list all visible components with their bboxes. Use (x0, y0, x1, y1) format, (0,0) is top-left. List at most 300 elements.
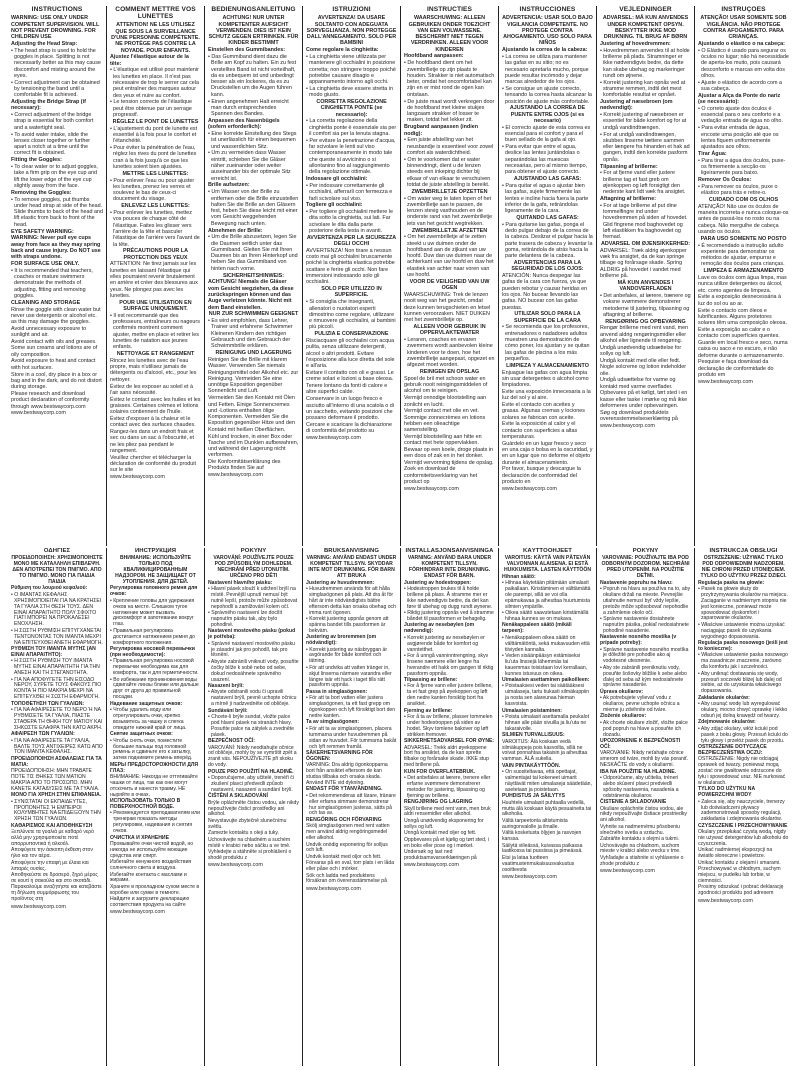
section-heading: CORRETTA REGOLAZIONE CINGHIETTA PONTE (se necessario): (316, 99, 387, 118)
section-heading: Снятие защитных очков: (110, 731, 173, 738)
paragraph: • Oikea säätö saavutetaan kiristämällä hihnaa kunnes se on mukava. (502, 610, 589, 622)
section-heading: Nasazení brýlí: (208, 682, 244, 689)
paragraph: • Es wird empfohlen, dass Lehrer, Trainer und erfahrene Schwimmer Kleineren Kindern den richtigen Gebrauch und den Gebrauch der Schwimmbrille erklären. (208, 318, 293, 350)
paragraph: Vältä tarpeetonta altistumista auringonvalolle ja ilmalle. (502, 817, 568, 830)
top-row (8, 6, 794, 546)
paragraph: • ΓΙΑ ΝΑ ΑΦΑΙΡΕΣΕΤΕ ΤΟ ΝΕΡΟ Ή ΝΑ ΡΥΘΜΙΣΕΤΕ ΤΑ ΓΥΑΛΙΑ, ΠΙΑΣΤΕ ΣΤΑΘΕΡΑ ΤΗ ΘΗΚΗ ΤΟΥ ΜΑΤΙΟΥ ΚΑΙ ΣΗΚΩΣΤΕ ΕΛΑΦΡΑ ΤΗΝ ΚΑΤΩ ΑΚΡΗ. (11, 707, 103, 731)
column-heading: ISTRUZIONI (332, 6, 371, 13)
paragraph: • On suositeltavaa, että opettajat, valmentajat tai kokeneet uimarit näyttävät miten uimalaseja säädetään, asetetaan ja poistetaan. (502, 769, 592, 793)
section-heading: LIMPIEZA Y ALMACENAMIENTO (506, 362, 589, 369)
paragraph: • Pour éviter la pénétration de l'eau, réglez les rives du pont de lunettes cran à la fois jusqu'à ce que les lunettes soient bien ajustées. (110, 145, 197, 170)
section-heading: RENGÖRING OCH FÖRVARING (306, 816, 382, 823)
paragraph: Por favor, busque y descargue la declaración de conformidad del producto en (502, 466, 581, 486)
paragraph: • Um die Brille abzusetzen, legen Sie die Daumen seitlich unter das Gummiband. Gleiten Sie mit Ihren Daumen bis an Ihren Hinterkopf und heben Sie das Gummiband von hinten nach vorne. (208, 234, 298, 272)
column-heading: VEJLEDNINGER (619, 6, 672, 13)
website-link: www.bestwaycorp.com (404, 862, 459, 869)
section-heading: Регулировка головного ремня для очков: (110, 585, 198, 598)
paragraph: • Správne nastavenie dosiahnete napnutím pásika, pokiaľ nedosiahnete pohodlné nasadenie. (600, 615, 689, 634)
section-heading: FOR SURFACE USE ONLY. (11, 260, 80, 267)
section-heading: Nastavenie popruhu na hlavu: (600, 579, 673, 586)
section-heading: POUZE PRO POUŽITÍ NA HLADINĚ. (208, 768, 294, 775)
instructions-column-en (8, 6, 106, 546)
section-heading: Justering av nesebøylen (om nødvendig): (404, 622, 475, 635)
paragraph: • Ο ΙΜΑΝΤΑΣ ΚΕΦΑΛΗΣ ΧΡΗΣΙΜΟΠΟΙΕΙΤΑΙ ΓΙΑ ΝΑ ΚΡΑΤΗΣΕΙ ΤΑ ΓΥΑΛΙΑ ΣΤΗ ΘΕΣΗ ΤΟΥΣ. ΔΕΝ ΕΙΝΑΙ ΑΠΑΡΑΙΤΗΤΟ ΠΟΛΥ ΣΦΙΧΤΟ ΓΙΑΤΙ ΜΠΟΡΕΙ ΝΑ ΠΡΟΚΑΛΕΣΕΙ ΕΝΟΧΛΗΣΗ. (11, 591, 102, 628)
paragraph: • For at tage brillerne af put dine tommelfingre ind under hovedremmen på siden af hovedet. Glid fingrene mod baghovedet og løft elastikken fra baghovedet og fremad. (600, 202, 688, 241)
paragraph: • The head strap is used to hold the goggles in place. Splitting is not necessarily better as this may cause discomfort and misting around the eyes. (11, 47, 101, 79)
section-heading: OSTRZEŻENIE DOTYCZĄCE BEZPIECZEŃSTWA OCZU: (698, 744, 767, 756)
instructions-column-ru (106, 548, 204, 1066)
paragraph: Undgå udsættelse for varme og kontakt med varme overflader. (600, 377, 676, 390)
paragraph: ΠΡΟΕΙΔΟΠΟΙΗΣΗ: ΜΗΝ ΤΡΑΒΑΤΕ ΠΟΤΕ ΤΙΣ ΘΗΚΕΣ ΤΩΝ ΜΑΤΙΩΝ ΜΑΚΡΙΑ ΑΠΟ ΤΟ ΠΡΟΣΩΠΟ. ΜΗΝ ΚΑΝΕΤΕ ΚΑΤΑΔΥΣΕΙΣ ΜΕ ΤΑ ΓΥΑΛΙΑ. (11, 768, 100, 792)
paragraph: Uchovávajte na chladnom, suchom mieste v krabici alebo vrecku v tme. (600, 842, 681, 855)
paragraph: • La corretta regolazione della cinghietta ponte è essenziale sia per il comfort sia per la tenuta stagna. (306, 118, 397, 138)
paragraph: • La correa se utiliza para mantener las gafas en su sitio; no es necesario apretarla mucho, porque puede resultar incómodo y dejar marcas alrededor de los ojos. (502, 53, 589, 86)
paragraph: • Das Gummiband dient dazu die Brille am Kopf zu halten. Ein zu fest verstelltes Band ist nicht vorteilhaft, da es unbequem ist und unbedingt besser als ein lockeres, da es zu Druckstellen um die Augen führen kann. (208, 53, 297, 98)
paragraph: Избегайте ненужного воздействия солнечного света и воздуха. (110, 859, 192, 872)
paragraph: • Aby zdjąć okulary, włóż kciuki pod pasek z boku głowy. Przesuń kciuki do tyłu głowy i przełóż pasek do przodu. (698, 725, 788, 744)
section-heading: ADVARSEL: MÅ KUN ANVENDES UNDER KOMPETENT OPSYN. BESKYTTER IKKE MOD DRUKNING. TIL BRUG AF BØRN (602, 15, 689, 41)
paragraph: Αποφύγετε την άσκοπη έκθεση στον ήλιο και τον αέρα. (11, 847, 93, 860)
section-heading: AJUSTANDO LA CORREA DE PUENTE ENTRE OJOS (si es necesario) (509, 105, 586, 124)
section-heading: ZWEMBRILLETJE OPZETTEN (411, 188, 488, 195)
paragraph: Vermeiden Sie den Kontakt mit Ölen und Fetten. Einige Sonnencremes und -Lotions enthalten ölige Komponenten. Vermeiden Sie die Exposition gegenüber Hitze und den Kontakt mit heißen Oberflächen. (208, 395, 295, 433)
paragraph: Rinse the goggle with clean water but never use detergents or alcohol etc. as this may damage the goggles. (11, 306, 101, 326)
section-heading: ZWEMBRILLETJE AFZETTEN (411, 227, 488, 234)
website-link: www.bestwaycorp.com (502, 874, 557, 881)
paragraph: Vyhnite sa nadmernému pôsobeniu slnečného svetla a vzduchu. (600, 823, 680, 836)
paragraph: • It is recommended that teachers, coaches or mature swimmers demonstrate the methods of adjusting, fitting and removing goggles. (11, 267, 93, 299)
instructions-column-no (400, 548, 498, 1066)
paragraph: • Чтобы удалить воду или отрегулировать очки, крепко возьмитесь за чашку и слегка отведите нижний край от лица. (110, 707, 187, 731)
paragraph: • Correct adjustment can be obtained by tensioning the band until a comfortable fit is achieved. (11, 79, 100, 99)
section-heading: AJUSTANDO LAS GAFAS: (513, 176, 582, 183)
paragraph: Храните в прохладном сухом месте в коробке или сумке в темноте. (110, 883, 200, 896)
section-heading: MÅ KUN ANVENDES I VANDOVERFLADEN (617, 279, 674, 293)
section-heading: SICHERHEITSHINWEIS: (222, 272, 285, 279)
paragraph: Vyhledejte a stáhněte si prohlášení o shodě produktu z (208, 848, 292, 861)
paragraph: • Si consiglia che insegnanti, allenatori o nuotatori esperti dimostrino come regolare, utilizzare e rimuovere gli occhialini, ai bambini più piccoli. (306, 299, 396, 331)
paragraph: • Om te voorkomen dat er water binnendringt, dient u de lenzen steeds een inkeping dichter bij elkaar of van elkaar te verschuiven totdat de juiste afstelling is bereikt. (404, 156, 491, 188)
paragraph: • Um Wasser von der Brille zu entfernen oder die Brille einzustellen halten Sie die Brille an den Gläsern fest, heben Sie diese leicht mit einer vom Gesicht weggehenden Bewegung nach unten. (208, 189, 299, 227)
section-heading: TYLKO DO UŻYTKU NA POWIERZCHNI WODY (698, 786, 755, 799)
paragraph: • Per togliere gli occhialini mettere le dita sotto la cinghietta, sui lati. Far scivolare le dita dalla parte posteriore della testa in avanti. (306, 209, 393, 234)
paragraph: • Per indossare correttamente gli occhialini, afferrarli con fermezza e farli scivolare sul viso. (306, 182, 393, 202)
column-heading: ΟΔΗΓΙΕΣ (43, 548, 71, 554)
paragraph: • Leraren, coaches en ervaren zwemmers wordt aanbevolen kleine kinderen voor te doen, hoe het zwembrilletje aangepast, opgezet en afgezet moet worden. (404, 337, 495, 369)
paragraph: • Korrekt justering kan opnås ved at stramme remmen, indtil det mest komfortable resultat er opnået. (600, 79, 686, 99)
paragraph: VARNING: Dra aldrig ögonkopparna bort från ansiktet eftersom de kan studsa tillbaka och orsaka skada. Använd INTE vid dykning. (306, 762, 388, 786)
paragraph: • Se consigue un ajuste correcto, tensando la correa hasta alcanzar la posición de ajuste más confortable. (502, 85, 592, 105)
paragraph: • Во избежание проникновения воды сдвигайте линзы ближе или дальше друг от друга до правильной посадки. (110, 676, 199, 701)
paragraph: Zamezte kontaktu s oleji a tuky. (208, 830, 279, 837)
paragraph: • Para remover os óculos, puxe o elástico para trás e retire-o. (698, 183, 778, 197)
paragraph: • Poista uimalasit asettamalla peukalot hihnan alle pään sivuilla ja liu'uta ne takaraivolle. (502, 713, 590, 732)
paragraph: Store in a cool, dry place in a box or bag and in the dark, and do not distort during storage. (11, 371, 102, 391)
paragraph: Säilytä viileässä, kuivassa paikassa laatikossa tai pussissa ja pimeässä. (502, 842, 583, 855)
section-heading: UPOZORNENIE K BEZPEČNOSTI OČÍ: (600, 738, 681, 750)
section-heading: Brugband aanpassen (indien nodig): (404, 124, 478, 137)
section-heading: ΠΡΟΕΙΔΟΠΟΙΗΣΗ: ΧΡΗΣΙΜΟΠΟΙΗΣΤΕ ΜΟΝΟ ΜΕ ΚΑΤΑΛΛΗΛΗ ΕΠΙΒΛΕΨΗ. ΔΕΝ ΑΠΟΤΡΕΠΕΙ ΤΟΝ ΠΝΙΓΜΟ. ΑΠΟ ΤΟ ΠΝΙΓΜΟ. ΜΟΝΟ ΓΙΑ ΠΑΙΔΙΑ ΠΑΙΔΙΑ (11, 555, 103, 586)
section-heading: Aftagning af brillerne: (600, 196, 657, 203)
paragraph: • For å fjerne vann eller justere brillene, ta et fast grep på øyekoppen og løft den nedre kanten forsiktig bort fra ansiktet. (404, 683, 493, 708)
section-heading: ENDAST FÖR YTANVÄNDNING. (306, 786, 383, 793)
column-heading: BRUKSANVISNING (323, 548, 380, 554)
column-heading: ИНСТРУКЦИЯ (134, 548, 177, 554)
section-heading: Uimalasien poistaminen: (502, 707, 563, 714)
paragraph: • Para tirar a água dos óculos, puxe-os firmemente a secção-os ligeiramente para baixo. (698, 157, 786, 177)
paragraph: • Een juiste afstelling van het neusbandje is essentieel voor zowel comfort als waterdichtheid. (404, 137, 494, 156)
paragraph: VAROVANIE: Nikdy neťahajte očnice smerom od tváre, mohli by vás poraniť. NESKÁČTE do vody s okuliarmi. (600, 750, 689, 769)
paragraph: ADVARSEL: Trekk aldri øyekoppene bort fra ansiktet, da de kan sprette tilbake og forårsake skade. IKKE stup med brillene på. (404, 744, 489, 769)
paragraph: • Abyste zabránili vniknutí vody, posuňte čočky blíže k sobě nebo od sebe, dokud nedosáhnete správného usazení. (208, 658, 299, 683)
instructions-column-es (498, 6, 596, 546)
column-heading: POKYNY (632, 548, 659, 554)
paragraph: Evite a exposição desnecessária à luz do sol ou ao ar. (698, 294, 782, 307)
section-heading: SIKKERHETSADVARSEL FOR ØYNE: (404, 738, 495, 745)
paragraph: Kühl und trocken, in einer Box oder Tasche und im Dunklen aufbewahren, und während der Lagerung nicht verformen. (208, 433, 299, 459)
paragraph: Avoid exposure to heat and contact with hot surfaces. (11, 358, 96, 371)
website-link: www.bestwaycorp.com (208, 472, 263, 479)
instructions-column-el (8, 548, 106, 1066)
paragraph: Промывайте очки чистой водой, но никогда не используйте моющие средства или спирт. (110, 841, 194, 859)
section-heading: Regulacja paska nosowego (jeśli jest to konieczne): (698, 640, 788, 652)
paragraph: • ΓΙΑ ΝΑ ΑΠΟΦΥΓΕΤΕ ΤΗΝ ΕΙΣΟΔΟ ΝΕΡΟΥ, ΣΥΡΕΤΕ ΤΟΥΣ ΦΑΚΟΥΣ ΠΙΟ ΚΟΝΤΑ Ή ΠΙΟ ΜΑΚΡΙΑ ΜΕΧΡΙ ΝΑ ΕΠΙΤΕΥΧΘΕΙ Η ΣΩΣΤΗ ΕΦΑΡΜΟΓΗ. (11, 676, 102, 701)
section-heading: ОЧИСТКА И ХРАНЕНИЕ (110, 834, 169, 841)
paragraph: • Um zu vermeiden dass Wasser eintritt, schieben Sie die Gläser näher zueinander oder weiter auseinander bis der optimale Sitz erreicht ist. (208, 150, 291, 182)
section-heading: ΤΟΠΟΘΕΤΗΣΗ ΤΩΝ ΓΥΑΛΙΩΝ: (11, 700, 85, 707)
paragraph: Vyhľadajte a stiahnite si vyhlásenie o zhode produktu z (600, 854, 684, 867)
instructions-column-hu (596, 548, 694, 1066)
paragraph: • To avoid water intake, slide the lenses closer together or further apart a notch at a time until the correct fit is obtained. (11, 131, 91, 157)
paragraph: Pesquise e faça download da declaração de conformidade do produto em (698, 359, 774, 379)
section-heading: OSTRZEŻENIE: UŻYWAĆ TYLKO POD ODPOWIEDNIM NADZOREM. NIE CHRONI PRZED UTONIĘCIEM. TYLKO DO UŻYTKU PRZEZ DZIECI. (700, 555, 787, 580)
paragraph: Conservare in un luogo fresco e asciutto all'interno di una scatola o di un sacchetto, evitando posizioni che possano deformare il prodotto. (306, 396, 394, 422)
paragraph: Oppbevares på et kjølig og tørt sted, i en boks eller pose og i mørket. (404, 836, 489, 849)
section-heading: Ajustando la correa de la cabeza: (502, 47, 588, 54)
section-heading: Come regolare la cinghietta: (306, 47, 379, 54)
paragraph: WAARSCHUWING: Trek de lenzen nooit weg van het gezicht, omdat deze kunnen terugschieten en letsel kunnen veroorzaken. NIET DUIKEN met het zwembrilletje op. (404, 291, 491, 324)
paragraph: Vermijd onnodige blootstelling aan zonlicht en lucht. (404, 395, 487, 408)
paragraph: Vermijd blootstelling aan hitte en contact met hete oppervlakken. (404, 434, 482, 447)
website-link: www.bestwaycorp.com (502, 485, 557, 492)
section-heading: ČISTENIE A SKLADOVANIE (600, 799, 667, 806)
bottom-row (8, 548, 794, 1066)
paragraph: • For at fjerne vand eller justere brillerne tag et fast greb om øjenkoppen og løft forsigtigt den nederste kant lidt væk fra ansigtet. (600, 170, 686, 196)
section-heading: NETTOYAGE ET RANGEMENT (116, 351, 195, 358)
paragraph: • L'élastique est utilisé pour maintenir les lunettes en place. Il n'est pas nécessaire de trop le serrer car cela peut entraîner des marques autour des yeux et nuire au confort. (110, 67, 199, 99)
paragraph: • Para quitar el agua o ajustar bien las gafas, sujete firmemente las lentes e incline hacia fuera la parte inferior de la gafa, retirándolas ligeramente de la cara. (502, 182, 589, 215)
paragraph: Избегайте контакта с маслами и жирами. (110, 871, 187, 884)
section-heading: Nenäkappaleen säätö (mikäli tarpeen): (502, 622, 572, 635)
section-heading: VARNING: ANVÄND ENDAST UNDER KOMPETENT TILLSYN. SKYDDAR INTE MOT DRUNKNING. FÖR BARN ATT BRUKA (306, 555, 397, 580)
instructions-column-fi (498, 548, 596, 1066)
section-heading: Ajustando o elástico o na cabeça: (698, 40, 785, 47)
paragraph: OSTRZEŻENIE: Nigdy nie odciągaj oprawek od twarzy, ponieważ mogą zostać one gwałtownie odrzucone do tyłu i spowodować uraz. NIE nurkować w okularach. (698, 756, 786, 786)
paragraph: • Eine korrekte Einstellung des Stegs ist unerlässlich für einen bequemen und wasserdichten Sitz. (208, 131, 297, 150)
paragraph: • Nenäkappaleen oikea säätö on välttämätöntä, sekä mukavuuden että tiiviyden kannalta. (502, 634, 590, 653)
section-heading: REINIGUNG UND LAGERUNG (215, 350, 292, 357)
column-heading: POKYNY (240, 548, 267, 554)
section-heading: BEZPEČNOST OČÍ: (208, 738, 255, 745)
section-heading: ADVARSEL OM ØJENSIKKERHED: (600, 241, 691, 248)
section-heading: POUR UNE UTILISATION EN SURFACE UNIQUEMENT. (119, 299, 192, 312)
website-link: www.bestwaycorp.com (306, 885, 361, 892)
paragraph: AVVERTENZA! Non tirare a nessun costo mai gli occhialini bruscamente poiché la cinghietta elastica potrebbe scattare e ferire gli occhi. Non fare immersioni indossando solo gli occhialini. (306, 247, 395, 286)
paragraph: • Abyste odstranili vodu či upravili nastavení brýlí, pevně uchopte očnicu a mírně ji nadzvedněte od obličeje. (208, 689, 297, 708)
paragraph: VAROVÁNÍ: Nikdy neodtahujte očnice od obličeje, mohly by se vymrštit zpět a zranit vás. NEPOUŽÍVEJTE při skoku do vody. (208, 744, 297, 769)
column-heading: INSTRUÇÕES (721, 6, 766, 13)
paragraph: • Aby uniknąć dostawania się wody, przesuń soczewki bliżej lub dalej od siebie, aż do uzyskania właściwego dopasowania. (698, 670, 782, 695)
website-link: www.bestwaycorp.com (404, 485, 459, 492)
paragraph: Zabráňte kontaktu s olejmi a tukmi. (600, 836, 679, 843)
section-heading: Nastavení mostového pásku (pokud je potřeba): (208, 628, 296, 641)
paragraph: Undgå kontakt med olie eller fedt. Nogle solcreme og lotion indeholder olie. (600, 357, 687, 377)
section-heading: VOOR DE VEILIGHEID VAN UW OGEN (409, 278, 490, 292)
paragraph: • Korrekt justering uppnås genom att spänna bandet tills passformen är bekväm. (306, 615, 389, 634)
section-heading: Justering av hodestroppen: (404, 579, 472, 586)
paragraph: • ΓΙΑ ΝΑ ΑΦΑΙΡΕΣΕΤΕ ΤΑ ΓΥΑΛΙΑ, ΒΑΛΤΕ ΤΟΥΣ ΑΝΤΙΧΕΙΡΕΣ ΚΑΤΩ ΑΠΟ ΤΟΝ ΙΜΑΝΤΑ ΚΕΦΑΛΗΣ. (11, 737, 103, 756)
paragraph: • For at undgå vandindtrængen, skubbes linserne tættere sammen eller længere fra hinanden et hak ad gangen, indtil den korrekte pasform opnås. (600, 131, 690, 163)
paragraph: • Huvudremmen används för att hålla simglasögonen på plats. Att dra åt för hårt är inte nödvändigtvis bättre eftersom detta kan orsaka obehag och imma runt ögonen. (306, 585, 396, 616)
paragraph: Skyll brillene med rent vann, men bruk aldri rensemidler eller alkohol. (404, 805, 491, 818)
section-heading: Adjusting the Head Strap: (11, 40, 78, 47)
paragraph: Rengør brillerne med rent vand, men anvend aldrig rengøringsmidler eller alkohol eller lignende til rengøring. (600, 325, 689, 345)
paragraph: Evite la exposición al calor y el contacto con superficies a altas temperaturas. (502, 421, 578, 440)
section-heading: METTRE LES LUNETTES: (122, 170, 189, 177)
section-heading: VAROVANIE: POUŽÍVAJTE IBA POD ODBORNÝM DOZOROM. NECHRÁNI PRED UTOPENÍM. NA POUŽITIE DEŤMI. (601, 555, 690, 580)
section-heading: Tilpassing av brillene: (404, 677, 458, 684)
paragraph: • Właściwe ustawienie można uzyskać naciągając pasek do uzyskania wygodnego dopasowania. (698, 621, 785, 640)
website-link: www.bestwaycorp.com (600, 868, 655, 875)
section-heading: RENGJØRING OG LAGRING (404, 799, 473, 806)
paragraph: Évitez le contact avec les huiles et les graisses. Certaines crèmes et lotions solaires contiennent de l'huile. (110, 396, 201, 416)
paragraph: Sök och ladda ned produktens försäkran om överensstämmelse på (306, 872, 387, 885)
section-heading: Zdejmowanie okularów: (698, 719, 756, 726)
paragraph: • Il est recommandé que des professeurs, entraîneurs ou nageurs confirmés montrent comment ajuster, mettre en place et retirer les lunettes de natation aux jeunes enfants. (110, 312, 200, 351)
paragraph: • Det anbefales at lærere, trenere eller erfarne svømmere demonstrerer metoder for justering, tilpassing og fjerning av brillene. (404, 775, 491, 799)
section-heading: EYE SAFETY WARNING: (11, 228, 74, 235)
section-heading: ALLEEN VOOR GEBRUIK IN OPPERVLAKTEWATER (413, 323, 486, 337)
section-heading: Tilpasning af brillerne: (600, 163, 658, 170)
paragraph: • Det anbefales, at lærere, trænere og voksne svømmere demonstrerer metoderne til justering, tilpasning og aftagning af brillerne. (600, 292, 691, 318)
section-heading: CZYSZCZENIE I PRZECHOWYWANIE (698, 822, 788, 829)
section-heading: Tirar Água: (698, 150, 727, 157)
paragraph: • Správne nastavenie nosného mostíka je dôležité pre pohodlie ako aj vodotesné utesnenie. (600, 646, 689, 665)
paragraph: • Doporučujeme, aby učitelé, trenéři či zkušení plavci předvedli způsob nastavení, nasazení a sundání brýlí. (208, 775, 294, 793)
paragraph: • Рекомендуется преподавателям или тренерам показать методы регулировки, надевания и снятия очков. (110, 810, 200, 835)
paragraph: • Η ΣΩΣΤΗ ΡΥΘΜΙΣΗ ΤΟΥ ΙΜΑΝΤΑ ΜΥΤΗΣ ΕΙΝΑΙ ΑΠΑΡΑΙΤΗΤΗ ΓΙΑ ΤΗΝ ΑΝΕΣΗ ΚΑΙ ΤΗ ΣΤΕΓΑΝΟΤΗΤΑ. (11, 658, 100, 677)
paragraph: • L'ajustement du pont de lunette est essentiel à la fois pour le confort et l'étanchéité. (110, 125, 198, 145)
paragraph: Skölj simglasögonen med rent vatten men använd aldrig rengöringsmedel eller alkohol. (306, 823, 390, 842)
instructions-column-nl (400, 6, 498, 546)
instructions-column-it (302, 6, 400, 546)
section-heading: VAROVÁNÍ: POUŽÍVEJTE POUZE POD ZPŮSOBILÝM DOHLEDEM. NECHRÁNÍ PŘED UTONUTÍM. URČENO PRO DĚTI (213, 555, 294, 580)
section-heading: Justering af næsebroen (om nødvendigt): (600, 99, 673, 112)
paragraph: Vältä kosketusta öljyjen ja rasvojen kanssa. (502, 830, 582, 843)
paragraph: • Ajuste o elástico de acordo com a sua cabeça. (698, 79, 782, 92)
column-heading: COMMENT METTRE VOS LUNETTES (115, 6, 196, 21)
section-heading: Uimalasien asettaminen paikoilleen: (502, 677, 590, 684)
paragraph: Rincez les lunettes avec de l'eau propre, mais n'utilisez jamais de détergents ou d'alcool, etc., pour les nettoyer. (110, 357, 197, 383)
paragraph: Veuillez chercher et télécharger la déclaration de conformité du produit sur le site (110, 454, 197, 474)
column-heading: INSTRUCCIONES (519, 6, 576, 13)
section-heading: ВНИМАНИЕ: ИСПОЛЬЗУЙТЕ ТОЛЬКО ПОД КВАЛИФИЦИРОВАННЫМ НАДЗОРОМ. НЕ ЗАЩИЩАЕТ ОТ УТОПЛЕНИЯ. ДЛЯ ДЕТЕЙ. (115, 555, 196, 586)
website-link: www.bestwaycorp.com (698, 378, 753, 385)
website-link: www.bestwaycorp.com (11, 903, 66, 910)
paragraph: • Poistaaksesi veden tai säätääksesi uimalaseja, tartu tiukasti silmäkuppiin ja nosta sen alareunaa hieman kasvoista. (502, 683, 590, 708)
paragraph: • De juiste maat wordt verkregen door de hoofdband met kleine stukjes langzaam strakker of losser te maken, totdat het lekker zit. (404, 98, 495, 124)
paragraph: • För att ta av simglasögonen, placera tummarna under huvudremmen på sidan av huvudet. För tummarna bakåt och lyft remmen framåt. (306, 725, 397, 750)
section-heading: RENGØRING OG OPBEVARING (605, 318, 686, 325)
paragraph: • Zaleca się, aby nauczyciele, trenerzy lub doświadczeni pływacy zademonstrowali sposoby regulacji, zakładania i zdejmowania okularów. (698, 798, 785, 823)
section-heading: ATENÇÃO! USAR SOMENTE SOB VIGILÂNCIA. NÃO PROTEGE CONTRA AFOGAMENTO. PARA CRIANÇAS. (700, 15, 787, 41)
website-link: www.bestwaycorp.com (208, 862, 263, 869)
section-heading: PUHDISTUS JA SÄILYTYS (502, 793, 566, 800)
paragraph: Unikać kontaktu z olejami i smarami. (698, 859, 781, 866)
paragraph: • Popruh na hlavu sa používa na to, aby okuliare držali na mieste. Pevnejšie utiahnutie nemusí byť vždy lepšie, pretože môže spôsobovať nepohodlie a zahmlenie okolo očí. (600, 585, 691, 616)
paragraph: • Veden sisäänpääsyn estämiseksi liu'uta linssejä lähemmäs tai kauemmas toisistaan lovi kerrallaan, kunnes istuvuus on oikea. (502, 652, 588, 677)
paragraph: Évitez d'exposer à la chaleur et le contact avec des surfaces chaudes. (110, 416, 196, 429)
section-heading: Zloženie okuliarov: (600, 713, 647, 720)
section-heading: ADVERTENCIA: USAR SOLO BAJO VIGILANCIA COMPETENTE. NO PROTEGE CONTRA AHOGAMIENTO. USO SOLO PARA NIÑOS (502, 15, 593, 47)
paragraph: • Le tension correcte de l'élastique peut être obtenue par un serrage progressif. (110, 99, 193, 119)
section-heading: ΠΡΟΕΙΔΟΠΟΙΗΣΗ ΑΣΦΑΛΕΙΑΣ ΓΙΑ ΤΑ ΜΑΤΙΑ: (11, 755, 102, 768)
paragraph: Huuhtele uimalasit puhtaalla vedellä, mutta älä koskaan käytä pesuaineita tai alkoholia. (502, 799, 592, 818)
section-heading: RÉGLEZ LE PONT DE LUNETTES (112, 118, 199, 125)
paragraph: • Hihnaa käytetään pitämään uimalasit paikallaan. Kiristäminen ei välttämättä ole parempi, sillä se voi olla epämukavaa ja aiheuttaa huurtumista silmien ympärille. (502, 580, 591, 610)
section-heading: Hihnan säätö: (502, 573, 536, 580)
column-heading: BEDIENUNGSANLEITUNG (211, 6, 296, 13)
website-link: www.bestwaycorp.com (698, 897, 753, 904)
paragraph: • För att undvika att vatten tränger in, skjut linserna närmare varandra eller längre isär ett hack i taget tills rätt passform uppnås. (306, 664, 392, 689)
section-heading: Hoofdband aanpassen: (404, 53, 464, 60)
paragraph: Risciacquare gli occhialini con acqua pulita, senza utilizzare detergenti, alcool o altri prodotti. Evitare l'esposizione alla luce diretta del sole e all'aria. (306, 338, 395, 370)
paragraph: • Правильная регулировка достигается натяжением ремня до комфортного положения. (110, 627, 196, 646)
paragraph: Αποφύγετε την επαφή με έλαια και λιπαρές ουσίες. (11, 859, 89, 872)
paragraph: Bewaar op een koele, droge plaats in een doos of zak en in het donker. Vermijd vervorming tijdens de opslag. (404, 447, 494, 466)
section-heading: Abnehmen der Brille: (208, 227, 263, 234)
paragraph: ADVARSEL: Træk aldrig øjenkopper væk fra ansigtet, da de kan springe tilbage og forårsage skade. Spring ALDRIG på hovedet i vandet med brillerne på. (600, 247, 687, 280)
website-link: www.bestwaycorp.com (600, 422, 655, 429)
paragraph: • For å unngå vanninntrengning, skyv linsene nærmere eller lengre fra hverandre ett hakk om gangen til riktig passform oppnås. (404, 652, 494, 677)
paragraph: Undvik onödig exponering för solljus och luft. (306, 841, 388, 854)
column-heading: INSTRUKCJA OBSŁUGI (709, 548, 778, 554)
paragraph: • Η ΣΩΣΤΗ ΡΥΘΜΙΣΗ ΕΠΙΤΥΓΧΑΝΕΤΑΙ ΤΕΝΤΩΝΟΝΤΑΣ ΤΟΝ ΙΜΑΝΤΑ ΜΕΧΡΙ ΝΑ ΕΠΙΤΕΥΧΘΕΙ ΑΝΕΤΗ ΕΦΑΡΜΟΓΗ. (11, 627, 103, 646)
paragraph: Lave os óculos com água limpa, mas nunca utilize detergentes ou álcool, etc. como agentes de limpeza. (698, 275, 787, 294)
paragraph: • Ak potrebujete vylievať vodu z okuliarov, pevne uchopte očnicu a mierne ju zdvihnite od tváre. (600, 695, 680, 714)
paragraph: ATTENTION: Ne tirez jamais sur les lunettes en laissant l'élastique qui elles pourraient revenir brutalement en arrière et créer des blessures aux yeux. Ne plongez pas avec les lunettes. (110, 261, 198, 299)
paragraph: Evite una exposición innecesaria a la luz del sol y al aire. (502, 388, 591, 402)
paragraph: • För att ta bort vatten eller justera simglasögonen, ta ett fast grepp om ögonkoppen och lyft försiktigt bort den nedre kanten. (306, 695, 396, 719)
paragraph: Ξεπλύνετε τα γυαλιά με καθαρό νερό αλλά μην χρησιμοποιείτε ποτέ απορρυπαντικά ή αλκοόλ. (11, 829, 94, 847)
section-heading: PARA USO SOMENTE NO POSTO (700, 235, 787, 242)
section-heading: Регулировка носовой перемычки (при необходимости): (110, 646, 195, 658)
paragraph: • ΣΥΝΙΣΤΑΤΑΙ ΟΙ ΕΚΠΑΙΔΕΥΤΕΣ, ΠΡΟΠΟΝΗΤΕΣ Ή ΕΜΠΕΙΡΟΙ ΚΟΛΥΜΒΗΤΕΣ ΝΑ ΕΠΙΔΕΙΞΟΥΝ ΤΗΝ ΧΡΗΣΗ ΤΩΝ ΓΥΑΛΙΩΝ. (11, 798, 101, 823)
section-heading: ACHTUNG! Niemals die Gläser vom Gesicht wegziehen, da diese zurückspringen können und das Auge verletzen könnte. Nicht mit dem Band einstellen. (208, 279, 294, 311)
website-link: www.bestwaycorp.com (110, 909, 165, 916)
paragraph: Unngå unødvendig eksponering for sollys og luft. (404, 817, 484, 830)
paragraph: • Se recomienda que los profesores, entrenadores o nadadores adultos muestren una demostración de cómo poner, los ajustan y se quitan las gafas de piscina a los más pequeños. (502, 324, 590, 362)
paragraph: • To clear water or to adjust goggles, take a firm grip on the eye cup and lift the lower edge of the eye cup slightly away from the face. (11, 164, 98, 189)
section-heading: Úprava okuliarov: (600, 688, 644, 695)
section-heading: REINIGEN EN OPSLAG (419, 369, 480, 376)
paragraph: Rangez-les dans un endroit frais et sec ou dans un sac à l'obscurité, et ne les pliez pas pendant le rangement. (110, 429, 195, 454)
paragraph: • Para quitarse las gafas, ponga el dedo pulgar debajo de la correa de la cabeza. Deslizar el pulgar hacia la parte trasera de cabeza y levantar la goma, retirándola de atrás hacia la parte delantera de la cabeza. (502, 221, 593, 260)
paragraph: ATENCIÓN: Nunca despegar las gafas de la cara con fuerza, ya que pueden rebotar y causar heridas en los ojos. No bucear llevando las gafas. NO bucear con las gafas puestas. (502, 273, 588, 311)
section-heading: Brille aufsetzen: (208, 182, 250, 189)
column-heading: INSTRUCTIONS (31, 6, 83, 13)
paragraph: Zoek en download de conformiteitsverklaring van het product op (404, 466, 478, 486)
section-heading: Removing the Goggles: (11, 189, 72, 196)
paragraph: Søg og download produktets overensstemmelseserklæring på (600, 409, 678, 423)
paragraph: • Właściwe ustawienie paska nosowego ma zasadnicze znaczenie, zarówno dla komfortu jak i szczelności. (698, 652, 788, 671)
paragraph: Unikać nadmiernej ekspozycji na światło słoneczne i powietrze. (698, 847, 773, 860)
paragraph: • Korrekt justering av näsbryggan är avgörande för både komfort och tätning. (306, 646, 388, 665)
section-heading: ČIŠTĚNÍ A SKLADOVÁNÍ (208, 793, 268, 800)
website-link: www.bestwaycorp.com (110, 474, 165, 481)
instructions-column-sv (302, 548, 400, 1066)
paragraph: • Para evitar que entre el agua, deslice las lentes juntándolas o separándolas las muescas necesarias, pero al mismo tiempo, para obtener el ajuste correcto. (502, 144, 588, 176)
section-heading: SILMIEN TURVALLISUUS: (502, 732, 565, 739)
section-heading: KUN FOR OVERFLATEBRUK. (404, 768, 476, 775)
paragraph: • Om water weg te laten lopen of het zwembrilletje aan te passen, de lenzen stevig vasthouden en de onderste rand van het zwembrilletje iets van het gezicht wegtrekken. (404, 195, 493, 227)
paragraph: Okulary przepłukać czystą wodą, nigdy nie używać detergentów lub alkoholu do czyszczenia. (698, 829, 789, 847)
section-heading: VAROITUS: KÄYTÄ VAIN PÄTEVÄN VALVONNAN ALAISENA. EI ESTÄ HUKKUMISTA. LASTEN KÄYTTÖÖN (503, 555, 592, 574)
paragraph: • Korrekt justering av nesebøylen er avgjørende både for komfort og vanntetthet. (404, 634, 485, 653)
paragraph: • Ak chcete okuliare zložiť, vložte palce pod popruh na hlave a posuňte ich dozadu. (600, 719, 688, 738)
website-link: www.bestwaycorp.com (306, 435, 361, 441)
section-heading: ΚΑΘΑΡΙΣΜΟΣ ΚΑΙ ΑΠΟΘΗΚΕΥΣΗ (11, 822, 93, 829)
section-heading: ΜΟΝΟ ΓΙΑ ΧΡΗΣΗ ΣΤΗΝ ΕΠΙΦΑΝΕΙΑ. (11, 792, 102, 799)
paragraph: Prosimy odszukać i pobrać deklarację zgodności produktu pod adresem (698, 884, 784, 897)
section-heading: AVVERTENZA PER LA SICUREZZA DEGLI OCCHI (306, 234, 397, 248)
paragraph: • Pour enlever les lunettes, mettez vos pouces de chaque côté de l'élastique. Faites les glisser vers l'arrière de la tête et basculer l'élastique de l'arrière vers l'avant de la tête. (110, 210, 200, 248)
section-heading: Justering av broremmen (om nödvändigt): (306, 634, 377, 647)
section-heading: Justering af hovedremmen: (600, 40, 671, 47)
paragraph: Okuliare opláchnite čistou vodou, ale nikdy nepoužívajte čistiace prostriedky ani alkohol. (600, 805, 687, 824)
paragraph: Uchovávejte na chladném a suchém místě v krabici nebo sáčku a ve tmě. (208, 836, 291, 849)
instructions-column-da (596, 6, 694, 546)
instructions-column-fr (106, 6, 204, 546)
section-heading: Zakładanie okularów: (698, 694, 750, 701)
paragraph: Evite el contacto con aceites y grasas. Algunas cremas y lociones solares se fabrican con aceite. (502, 402, 585, 421)
paragraph: • Det rekommenderas att lärare, tränare eller erfarna simmare demonstrerar hur simglasögonen justeras, sätts på och tas av. (306, 792, 396, 817)
section-heading: ENLEVEZ LES LUNETTES: (121, 203, 190, 210)
paragraph: Brýle opláchněte čistou vodou, ale nikdy nepoužívejte čisticí prostředky ani alkohol. (208, 799, 299, 818)
section-heading: UTILIZAR SOLO PARA LA SUPERFICIE DE LA CARA (514, 311, 581, 324)
section-heading: ΡΥΘΜΙΣΗ ΤΟΥ ΙΜΑΝΤΑ ΜΥΤΗΣ (ΑΝ ΕΙΝΑΙ ΑΠΑΡΑΙΤΗΤΟ): (11, 646, 96, 658)
paragraph: • Chcete-li brýle sundat, vložte palce pod hlavní pásek na stranách hlavy. Posuňte palce na zátylek a zvedněte pásek. (208, 713, 294, 738)
paragraph: Die Konformitätserklärung des Produkts finden Sie auf (208, 459, 281, 472)
section-heading: NUR ZUR SCHWIMMEN GEEIGNET (208, 311, 299, 318)
instructions-column-pl (694, 548, 792, 1066)
paragraph: Opbevares på et køligt, tørt sted i en kasse eller taske i mørke og må ikke deformeres under opbevaringen. (600, 390, 688, 410)
paragraph: Evite a exposição ao calor e o contacto com superfícies quentes. (698, 326, 780, 340)
paragraph: Cercare e scaricare la dichiarazione di conformità del prodotto su (306, 421, 392, 435)
paragraph: • Odporúčame, aby učitelia, tréneri alebo skúsení plavci predviedli spôsoby nastavenia, nasadenia a odstránenia okuliarov. (600, 775, 679, 799)
paragraph: Förvaras på en sval, torr plats i en låda eller påse och i mörker. (306, 860, 395, 873)
section-heading: Ajustar a Alça da Ponte do nariz (se necessário): (698, 92, 781, 106)
column-heading: INSTRUCTIES (426, 6, 473, 13)
section-heading: VAIN PINTAKÄYTTÖÖN. (502, 762, 561, 769)
paragraph: Evitare il contatto con oli e grassi. Le creme solari e lozioni a base oleosa. (306, 370, 394, 383)
section-heading: Ρύθμιση του λουριού κεφαλιού: (11, 585, 88, 592)
paragraph: ВНИМАНИЕ: Никогда не оттягивайте чашки от лица, так как они могут отскочить и нанести травму. НЕ ныряйте в очках. (110, 774, 198, 798)
section-heading: Passa in simglasögonen: (306, 688, 368, 695)
section-heading: LIMPEZA E ARMAZENAMENTO (703, 268, 784, 275)
paragraph: Undvik kontakt med oljor och fett. (306, 853, 382, 860)
paragraph: • Om het zwembrilletje af te zetten steekt u uw duimen onder de hoofdband aan de zijkant van uw hoofd. Duw dan uw duimen naar de achterkant van uw hoofd en duw het elastiek van achter naar voren van uw hoofd. (404, 234, 494, 279)
